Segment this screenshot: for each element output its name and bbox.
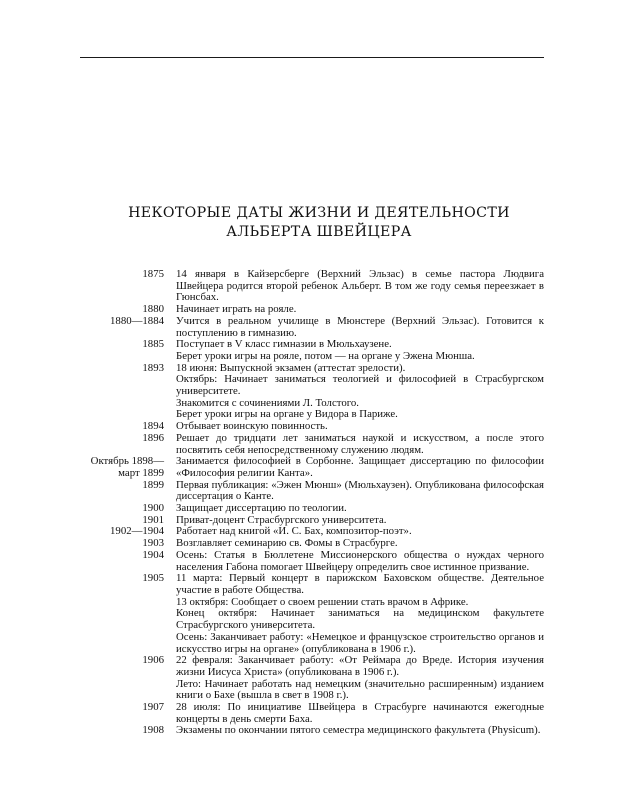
chronology-entry (0, 316, 627, 339)
entry-date-line: 1905 (142, 572, 164, 585)
chronology-entry (0, 363, 627, 422)
entry-date (142, 655, 164, 667)
chronology-entry (0, 269, 627, 304)
entry-text (176, 433, 544, 456)
entry-text (176, 702, 544, 725)
entry-text (176, 269, 544, 304)
entry-date-line: 1875 (142, 268, 164, 280)
entry-date-line: 1880 (142, 303, 164, 316)
entry-paragraph: 18 июня: Выпускной экзамен (аттестат зрелости). (176, 361, 406, 374)
title-line-1: НЕКОТОРЫЕ ДАТЫ ЖИЗНИ И ДЕЯТЕЛЬНОСТИ (128, 205, 510, 221)
entry-text (176, 480, 544, 503)
entry-paragraph: Работает над книгой «И. С. Бах, композитор-поэт». (176, 525, 412, 538)
entry-paragraph: Приват-доцент Страсбургского университета. (176, 513, 387, 526)
entry-date-line: 1908 (142, 724, 164, 737)
chronology-title (80, 204, 558, 242)
entry-date (91, 456, 164, 479)
entry-paragraph: Берет уроки игры на органе у Видора в Париже. (176, 408, 398, 421)
entry-paragraph: Возглавляет семинарию св. Фомы в Страсбурге. (176, 537, 398, 550)
entry-date (142, 269, 164, 281)
entry-text (176, 316, 544, 339)
entry-paragraph: Экзамены по окончании пятого семестра медицинского факультета (Physicum). (176, 724, 541, 737)
entry-paragraph: 13 октября: Сообщает о своем решении стать врачом в Африке. (176, 595, 469, 608)
entry-text (176, 655, 544, 702)
entry-paragraph: 22 февраля: Заканчивает работу: «От Реймара до Вреде. История изучения жизни Иисуса Христа» (опубликована в 1906 г.). (176, 654, 544, 678)
entry-paragraph: Отбывает воинскую повинность. (176, 420, 328, 433)
entry-date (142, 725, 164, 737)
entry-date-line: 1894 (142, 420, 164, 433)
entry-paragraph: Конец октября: Начинает заниматься на медицинском факультете Страсбургского университета. (176, 607, 544, 632)
entry-date-line: 1880—1884 (110, 314, 164, 327)
entry-date-line: 1896 (142, 431, 164, 444)
entry-date (142, 573, 164, 585)
chronology-entry (0, 339, 627, 362)
entry-date-line: 1907 (142, 701, 164, 714)
chronology-list (0, 269, 627, 737)
entry-paragraph: Первая публикация: «Эжен Мюнш» (Мюльхаузен). Опубликована философская диссертация о Канте. (176, 478, 544, 503)
entry-date-line: 1893 (142, 361, 164, 374)
entry-text (176, 456, 544, 479)
entry-text (176, 503, 544, 515)
chronology-entry (0, 725, 627, 737)
header-rule (80, 57, 544, 58)
entry-paragraph: 28 июля: По инициативе Швейцера в Страсбурге начинаются ежегодные концерты в день смерти Баха. (176, 701, 544, 725)
entry-paragraph: Знакомится с сочинениями Л. Толстого. (176, 396, 359, 409)
entry-paragraph: Защищает диссертацию по теологии. (176, 502, 347, 515)
entry-date (142, 363, 164, 375)
entry-paragraph: 14 января в Кайзерсберге (Верхний Эльзас) в семье пастора Людвига Швейцера родится второй ребенок Альберт. В том же году семья переезжает в Гюнсбах. (176, 268, 544, 304)
entry-date (142, 433, 164, 445)
entry-text (176, 363, 544, 422)
entry-date (142, 702, 164, 714)
entry-paragraph: Осень: Заканчивает работу: «Немецкое и французское строительство органов и искусство игры на органе» (опубликована в 1906 г.). (176, 630, 544, 655)
entry-paragraph: Берет уроки игры на рояле, потом — на органе у Эжена Мюнша. (176, 349, 475, 362)
entry-text (176, 573, 544, 655)
entry-date-line: Октябрь 1898— (90, 455, 164, 468)
chronology-entry (0, 550, 627, 573)
chronology-entry (0, 702, 627, 725)
entry-text (176, 550, 544, 573)
entry-date-line: 1902—1904 (110, 525, 164, 538)
chronology-entry (0, 573, 627, 655)
entry-date-line: 1885 (142, 338, 164, 351)
chronology-entry (0, 503, 627, 515)
entry-paragraph: Осень: Статья в Бюллетене Миссионерского общества о нуждах черного населения Габона помогает Швейцеру определить свое истинное призвание. (176, 548, 544, 573)
entry-paragraph: Лето: Начинает работать над немецким (значительно расширенным) изданием книги о Бахе (вышла в свет в 1908 г.). (176, 677, 544, 702)
entry-paragraph: 11 марта: Первый концерт в парижском Баховском обществе. Деятельное участие в работе Общества. (176, 572, 544, 596)
entry-date (110, 316, 164, 328)
title-line-2: АЛЬБЕРТА ШВЕЙЦЕРА (226, 224, 412, 240)
entry-paragraph: Поступает в V класс гимназии в Мюльхаузене. (176, 338, 392, 351)
entry-text (176, 339, 544, 362)
entry-text (176, 725, 544, 737)
entry-date-line: 1903 (142, 537, 164, 550)
entry-paragraph: Решает до тридцати лет заниматься наукой и искусством, а после этого посвятить себя непосредственному служению людям. (176, 431, 544, 456)
entry-paragraph: Начинает играть на рояле. (176, 303, 297, 316)
entry-date-line: 1901 (142, 513, 164, 526)
entry-date (142, 550, 164, 562)
entry-date-line: март 1899 (118, 466, 164, 479)
chronology-entry (0, 433, 627, 456)
entry-date (142, 339, 164, 351)
entry-date-line: 1899 (142, 478, 164, 491)
entry-paragraph: Учится в реальном училище в Мюнстере (Верхний Эльзас). Готовится к поступлению в гимназию. (176, 314, 544, 339)
entry-paragraph: Занимается философией в Сорбонне. Защищает диссертацию по философии «Философия религии Канта». (176, 455, 544, 479)
entry-date-line: 1900 (142, 502, 164, 515)
entry-date (142, 480, 164, 492)
entry-paragraph: Октябрь: Начинает заниматься теологией и философией в Страсбургском университете. (176, 373, 544, 398)
chronology-entry (0, 655, 627, 702)
entry-date-line: 1904 (142, 548, 164, 561)
chronology-entry (0, 480, 627, 503)
entry-date-line: 1906 (142, 654, 164, 667)
chronology-entry (0, 456, 627, 479)
